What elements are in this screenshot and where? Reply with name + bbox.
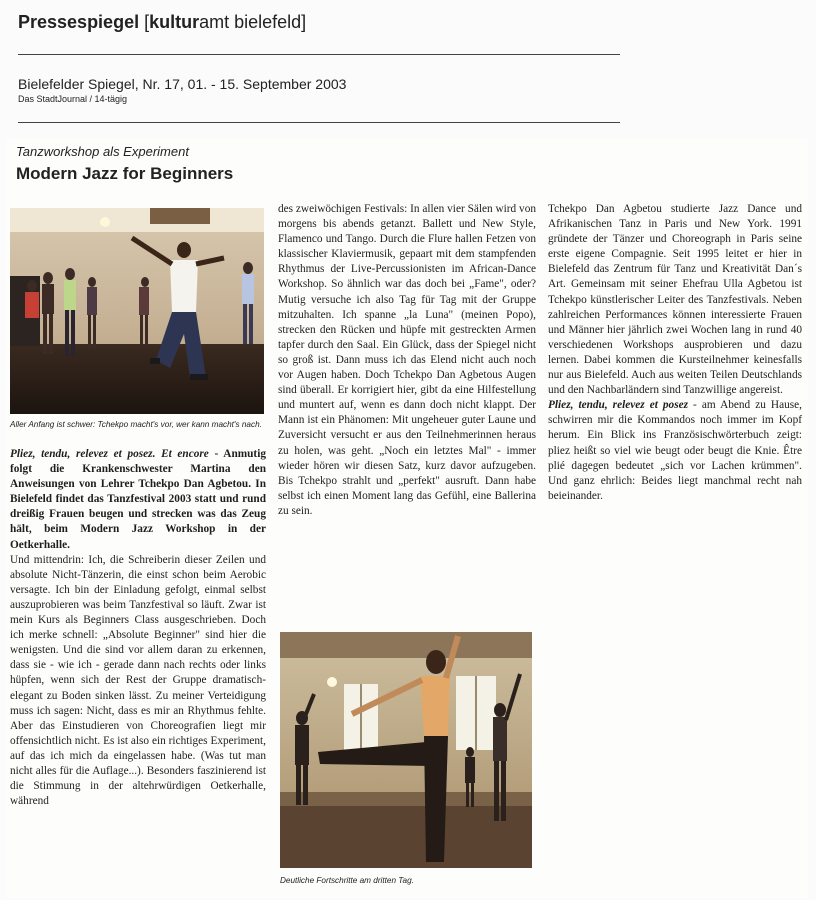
article-kicker: Tanzworkshop als Experiment (16, 144, 189, 159)
title-bracket: [ (139, 12, 150, 32)
header-rule-bottom (18, 122, 620, 123)
dance-photo-2 (280, 632, 532, 868)
photo-2-caption: Deutliche Fortschritte am dritten Tag. (280, 876, 414, 885)
title-kultur: kultur (149, 12, 200, 32)
header-rule-top (18, 54, 620, 55)
column-1-body: Und mittendrin: Ich, die Schreiberin dieser Zeilen und absolute Nicht-Tänzerin, die einst schon beim Aerobic versagte. Ich bin der Einladung gefolgt, einmal selbst auszuprobieren was beim Tanzfestival so läuft. Zwar ist mein Kurs als Beginners Class ausgeschrieben. Doch ich merke schnell: „Absolute Beginner" sind hier die wenigsten. Und die sind vor allem daran zu erkennen, dass sie - wie ich - gerade dann nach rechts oder links hüpfen, wenn sich der Rest der Gruppe dramatisch-elegant zu Boden sinken lässt. Zu meiner Verteidigung muss ich sagen: Nicht, dass es mir an Rhythmus fehlte. Aber das Einstudieren von Choreografien liegt mir offensichtlich nicht. Es ist also ein richtiges Experiment, auf das ich mich da eingelassen habe. (Was tut man nicht alles für die Auflage...). Besonders faszinierend ist die Stimmung in der altehrwürdigen Oetkerhalle, während (10, 553, 266, 808)
title-bold: Pressespiegel (18, 12, 140, 32)
source-line: Bielefelder Spiegel, Nr. 17, 01. - 15. September 2003 (18, 76, 347, 92)
lead-italic: Pliez, tendu, relevez et posez. Et encore (10, 448, 209, 460)
source-subline: Das StadtJournal / 14-tägig (18, 94, 128, 104)
clipping-title (18, 12, 306, 33)
closing-italic: Pliez, tendu, relevez et posez (548, 399, 689, 412)
article-column-1 (10, 447, 266, 809)
closing-text: - am Abend zu Hause, schwirren mir die Kommandos noch immer im Kopf herum. Ein Blick ins Französischwörterbuch zeigt: pliez heißt so viel wie beugt oder beugt die Knie. Être plié dagegen bedeutet „sich vor Lachen krümmen". Und ganz ehrlich: Beides liegt manchmal recht nah beieinander. (548, 399, 802, 502)
title-rest: amt bielefeld] (199, 12, 307, 32)
article-clipping (6, 138, 808, 898)
article-headline: Modern Jazz for Beginners (16, 164, 234, 183)
article-column-3 (548, 202, 802, 504)
lead-paragraph (10, 447, 266, 553)
column-3-closing (548, 398, 802, 504)
article-column-2: des zweiwöchigen Festivals: In allen vier Sälen wird von morgens bis abends getanzt. Ballett und New Style, Flamenco und Tango. Durch die Flure hallen Fetzen von klassischer Klaviermusik, gepaart mit dem stampfenden Rhythmus der Live-Percussionisten im African-Dance Workshop. So ähnlich war das doch bei „Fame", oder? Mutig versuche ich also Tag für Tag mit der Gruppe mitzuhalten. Ich spanne „la Luna" (meinen Popo), strecken den Rücken und hüpfe mit gestreckten Armen tapfer durch den Saal. Ein Glück, dass der Spiegel nicht so groß ist. Dann muss ich das Elend nicht auch noch vor Augen haben. Doch Tchekpo Dan Agbetous Augen sind überall. Er korrigiert hier, gibt da eine Hilfestellung und muntert auf, wenn es dann doch nicht klappt. Der Mann ist ein Phänomen: Mit ungeheuer guter Laune und Zuversicht versucht er aus den Teilnehmerinnen heraus zu holen, was geht. „Noch ein letztes Mal" - immer wieder hören wir diesen Satz, kurz davor aufzugeben. Bis Tchekpo strahlt und „perfekt" ausruft. Dann habe selbst ich einen Moment lang das Gefühl, eine Ballerina zu sein. (278, 203, 536, 517)
column-3-body: Tchekpo Dan Agbetou studierte Jazz Dance und Afrikanischen Tanz in Paris und New York. 1991 gründete der Tänzer und Choreograph in Paris seine erste eigene Compagnie. Seit 1995 leitet er hier in Bielefeld das Zentrum für Tanz und Kreativität Dan´s Art. Gemeinsam mit seiner Ehefrau Ulla Agbetou ist Tchekpo künstlerischer Leiter des Tanzfestivals. Neben zahlreichen Performances können interessierte Frauen und Männer hier jährlich zwei Wochen lang in rund 40 verschiedenen Workshops ausprobieren und dazu lernen. Dabei kommen die Kursteilnehmer keinesfalls nur aus Bielefeld. Auch aus weiten Teilen Deutschlands und den Nachbarländern sind Tanzwillige angereist. (548, 203, 802, 397)
photo-1-caption: Aller Anfang ist schwer: Tchekpo macht's vor, wer kann macht's nach. (10, 420, 262, 429)
dance-photo-1 (10, 208, 264, 414)
lead-text: - Anmutig folgt die Krankenschwester Martina den Anweisungen von Lehrer Tchekpo Dan Agbetou. In Bielefeld findet das Tanzfestival 2003 statt und rund dreißig Frauen beugen und strecken was das Zeug hält, beim Modern Jazz Workshop in der Oetkerhalle. (10, 448, 266, 551)
